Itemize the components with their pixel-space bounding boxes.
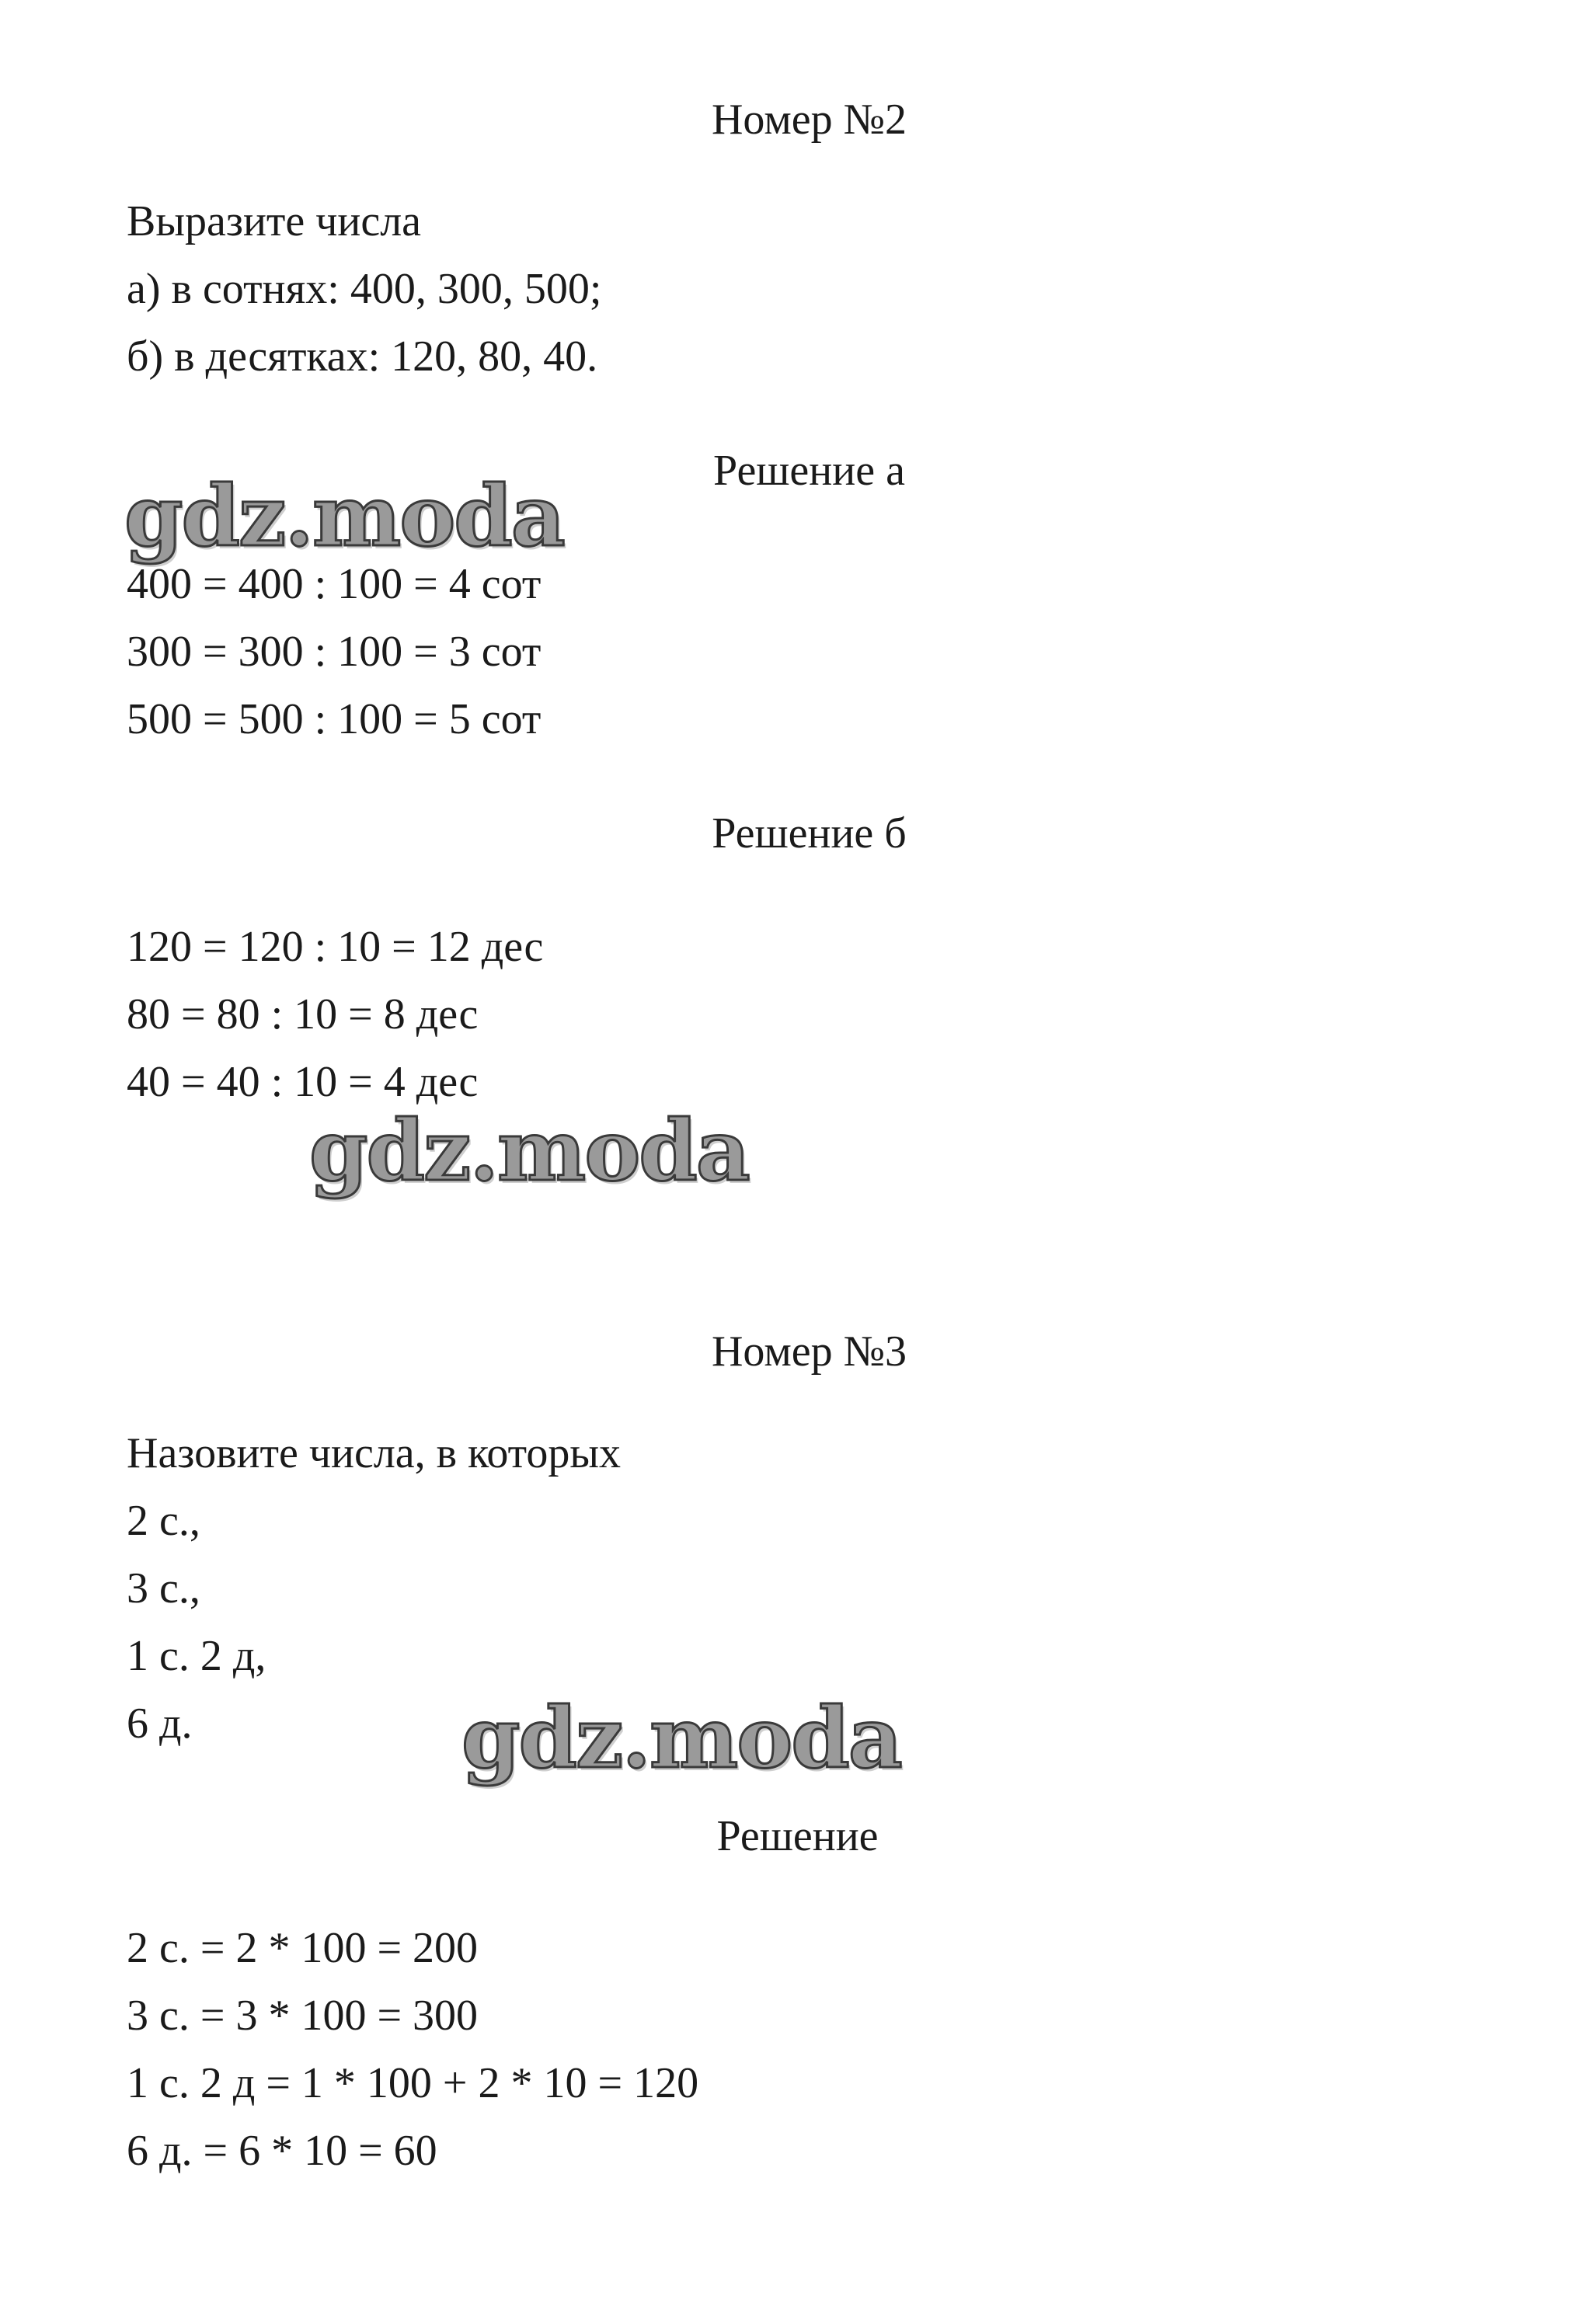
task3-question-line: Назовите числа, в которых (127, 1429, 622, 1477)
task2-question-line: Выразите числа (127, 197, 422, 245)
task2-solution-a-title: Решение а (713, 447, 905, 495)
task2-solution-a-line: 300 = 300 : 100 = 3 сот (127, 628, 542, 676)
task2-solution-a-line: 500 = 500 : 100 = 5 сот (127, 695, 542, 743)
task3-question-line: 2 с., (127, 1497, 200, 1545)
task3-solution-line: 6 д. = 6 * 10 = 60 (127, 2127, 437, 2175)
task3-question-line: 6 д. (127, 1700, 193, 1748)
task3-title: Номер №3 (711, 1327, 907, 1376)
watermark-logo: gdz.moda (309, 1102, 749, 1200)
task3-solution-line: 1 с. 2 д = 1 * 100 + 2 * 10 = 120 (127, 2059, 699, 2107)
task3-question-line: 1 с. 2 д, (127, 1632, 266, 1680)
task2-solution-b-line: 40 = 40 : 10 = 4 дес (127, 1058, 479, 1106)
task3-solution-title: Решение (716, 1812, 879, 1860)
task2-solution-b-line: 80 = 80 : 10 = 8 дес (127, 990, 479, 1038)
task3-question-line: 3 с., (127, 1564, 200, 1613)
task2-solution-b-title: Решение б (712, 809, 907, 858)
watermark-logo: gdz.moda (461, 1689, 901, 1787)
task3-solution-line: 3 с. = 3 * 100 = 300 (127, 1992, 479, 2040)
task2-solution-b-line: 120 = 120 : 10 = 12 дес (127, 923, 544, 971)
task2-solution-a-line: 400 = 400 : 100 = 4 сот (127, 560, 542, 608)
task3-solution-line: 2 с. = 2 * 100 = 200 (127, 1924, 479, 1972)
task2-title: Номер №2 (711, 96, 907, 144)
watermark-logo: gdz.moda (124, 468, 564, 565)
task2-question-line: а) в сотнях: 400, 300, 500; (127, 265, 602, 313)
task2-question-line: б) в десятках: 120, 80, 40. (127, 332, 598, 381)
